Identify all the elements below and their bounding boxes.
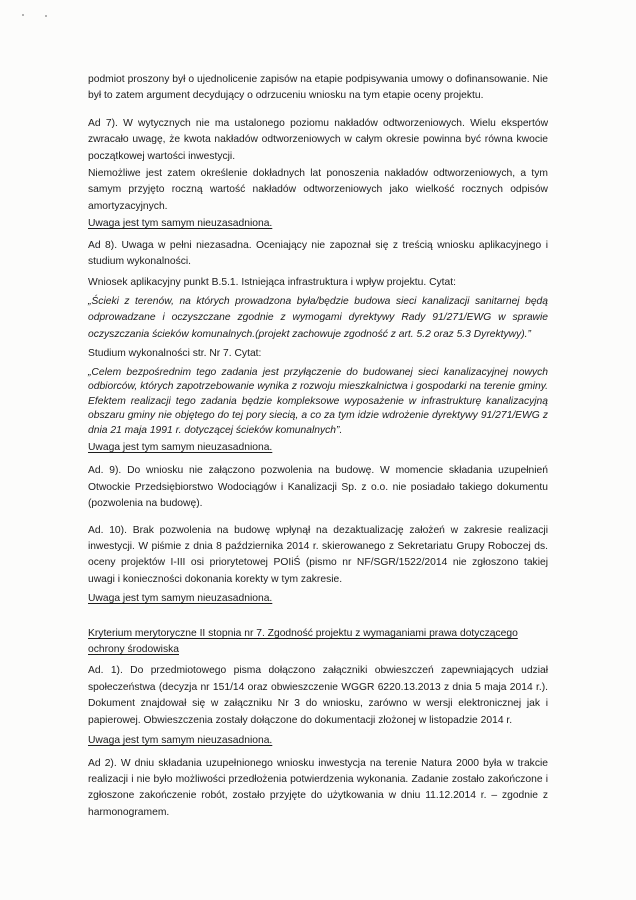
quote-application: „Ścieki z terenów, na których prowadzona była/będzie budowa sieci kanalizacji sanitarnej będą odprowadzane i oczyszczane zgodnie z wymogami dyrektywy Rady 91/271/EWG w sprawie oczyszczania ścieków komunalnych.(projekt zachowuje zgodność z art. 5.2 oraz 5.3 Dyrektywy).” bbox=[88, 295, 548, 340]
citation-intro-feasibility-study: Studium wykonalności str. Nr 7. Cytat: bbox=[88, 348, 262, 360]
verdict-line: Uwaga jest tym samym nieuzasadniona. bbox=[88, 442, 273, 453]
document-body bbox=[88, 72, 548, 821]
paragraph-ad-2: Ad 2). W dniu składania uzupełnionego wniosku inwestycja na terenie Natura 2000 była w trakcie realizacji i nie było możliwości przedłożenia potwierdzenia wykonania. Zadanie zostało zakończone i zgłoszone zakończenie robót, zostało przyjęte do użytkowania w dniu 11.12.2014 r. – zgodnie z harmonogramem. bbox=[88, 757, 548, 818]
verdict-line: Uwaga jest tym samym nieuzasadniona. bbox=[88, 593, 273, 605]
scan-artifact bbox=[22, 14, 24, 16]
paragraph-ad-7-continued: Niemożliwe jest zatem określenie dokładnych lat ponoszenia nakładów odtworzeniowych, a tym samym przyjęto roczną wartość nakładów odtworzeniowych jako wielkość rocznych odpisów amortyzacyjnych. bbox=[88, 168, 548, 212]
scan-artifact bbox=[45, 15, 47, 17]
paragraph-intro: podmiot proszony był o ujednolicenie zapisów na etapie podpisywania umowy o dofinansowanie. Nie był to zatem argument decydujący o odrzuceniu wniosku na tym etapie oceny projektu. bbox=[88, 74, 548, 102]
paragraph-ad-8: Ad 8). Uwaga w pełni niezasadna. Oceniający nie zapoznał się z treścią wniosku aplikacyjnego i studium wykonalności. bbox=[88, 239, 548, 268]
quote-feasibility-study: „Celem bezpośrednim tego zadania jest przyłączenie do budowanej sieci kanalizacyjnej nowych odbiorców, których zapotrzebowanie wynika z rozwoju mieszkalnictwa i gospodarki na terenie gminy. Efektem realizacji tego zadania będzie kompleksowe wyposażenie w infrastrukturę kanalizacyjną obszaru gminy nie objętego do tej pory siecią, a co za tym idzie wdrożenie dyrektywy 91/271/EWG z dnia 21 maja 1991 r. dotyczącej ścieków komunalnych”. bbox=[88, 366, 548, 436]
paragraph-ad-7: Ad 7). W wytycznych nie ma ustalonego poziomu nakładów odtworzeniowych. Wielu ekspertów zwracało uwagę, że kwota nakładów odtworzeniowych w całym okresie powinna być równa kwocie początkowej wartości inwestycji. bbox=[88, 117, 548, 162]
paragraph-ad-10: Ad. 10). Brak pozwolenia na budowę wpłynął na dezaktualizację założeń w zakresie realizacji inwestycji. W piśmie z dnia 8 października 2014 r. skierowanego z Sekretariatu Grupy Roboczej ds. oceny projektów I-III osi priorytetowej POIiŚ (pismo nr NF/SGR/1522/2014 nie zgłoszono takiej uwagi i konieczności dokonania korekty w tym zakresie. bbox=[88, 524, 548, 585]
verdict-line: Uwaga jest tym samym nieuzasadniona. bbox=[88, 735, 273, 747]
paragraph-ad-9: Ad. 9). Do wniosku nie załączono pozwolenia na budowę. W momencie składania uzupełnień Otwockie Przedsiębiorstwo Wodociągów i Kanalizacji Sp. z o.o. nie posiadało takiego dokumentu (pozwolenia na budowę). bbox=[88, 465, 548, 510]
verdict-line: Uwaga jest tym samym nieuzasadniona. bbox=[88, 218, 273, 230]
paragraph-ad-1: Ad. 1). Do przedmiotowego pisma dołączono załączniki obwieszczeń zapewniających udział społeczeństwa (decyzja nr 151/14 oraz obwieszczenie WGGR 6220.13.2013 z dnia 5 maja 2014 r.). Dokument znajdował się w załączniku Nr 3 do wniosku, zarówno w wersji elektronicznej jak i papierowej. Obwieszczenia zostały dołączone do dokumentacji złożonej w listopadzie 2014 r. bbox=[88, 665, 548, 726]
citation-intro-application: Wniosek aplikacyjny punkt B.5.1. Istniejąca infrastruktura i wpływ projektu. Cytat: bbox=[88, 277, 456, 289]
section-heading-criterion-7: Kryterium merytoryczne II stopnia nr 7. Zgodność projektu z wymaganiami prawa dotyczącego ochrony środowiska bbox=[88, 627, 518, 656]
